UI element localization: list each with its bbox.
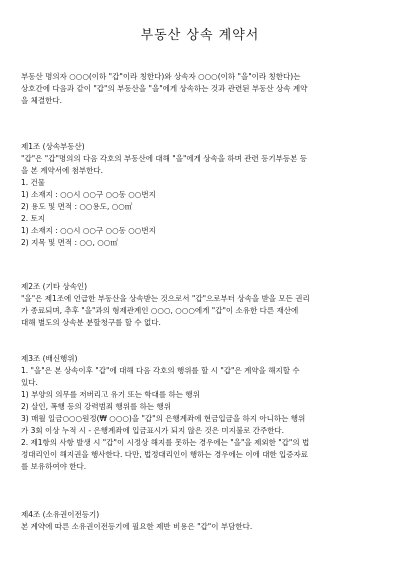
- article-3-line: 정대리인이 해지권을 행사한다. 다만, 법정대리인이 행하는 경우에는 이에 대한 입증자료: [21, 450, 309, 459]
- article-1-line: 2) 용도 및 면적 : ○○용도, ○○㎡: [21, 202, 133, 211]
- article-4-heading: 제4조 (소유권이전등기): [21, 510, 100, 519]
- article-1-line: 을 본 계약서에 첨부한다.: [21, 166, 103, 175]
- article-3-line: 3) 매월 일금○○○원정(₩ ○○○)을 "갑"의 은행계좌에 현금입금을 하지 아니하는 행위: [21, 414, 306, 423]
- article-1-line: 1. 건물: [21, 178, 46, 187]
- article-4-line: 본 계약에 따른 소유권이전등기에 필요한 제반 비용은 "갑"이 부담한다.: [21, 522, 253, 531]
- article-2-line: 대해 별도의 상속분 분할청구를 할 수 없다.: [21, 318, 161, 327]
- article-1-line: 2. 토지: [21, 214, 46, 223]
- article-1-heading: 제1조 (상속부동산): [21, 142, 85, 151]
- article-3-line: 를 보유하여야 한다.: [21, 462, 87, 471]
- intro-line: 을 체결한다.: [21, 96, 62, 105]
- article-3-line: 가 3회 이상 누적 시 - 은행계좌에 입금표시가 되지 않은 것은 미지불로 간주한다.: [21, 426, 285, 435]
- article-1-line: 2) 지목 및 면적 : ○○, ○○㎡: [21, 238, 118, 247]
- article-1-line: 1) 소재지 : ○○시 ○○구 ○○동 ○○번지: [21, 226, 156, 235]
- article-3-line: 1) 부양의 의무를 저버리고 유기 또는 학대를 하는 행위: [21, 390, 200, 399]
- article-3-line: 2) 살인, 폭행 등의 강력범죄 행위를 하는 행위: [21, 402, 171, 411]
- article-1-line: "갑"은 "갑"명의의 다음 각호의 부동산에 대해 "을"에게 상속을 하며 관련 등기부등본 등: [21, 154, 308, 163]
- intro-line: 상호간에 다음과 같이 "갑"의 부동산을 "을"에게 상속하는 것과 관련된 부동산 상속 계약: [21, 84, 308, 93]
- document-title: 부동산 상속 계약서: [140, 28, 260, 43]
- article-1-line: 1) 소재지 : ○○시 ○○구 ○○동 ○○번지: [21, 190, 156, 199]
- article-3-line: 2. 제1항의 사항 발생 시 "갑"이 시정상 해지를 못하는 경우에는 "을"을 제외한 "갑"의 법: [21, 438, 310, 447]
- article-2-heading: 제2조 (기타 상속인): [21, 282, 88, 291]
- article-2-line: "을"은 제1조에 언급한 부동산을 상속받는 것으로서 "갑"으로부터 상속을 받을 모든 권리: [21, 294, 310, 303]
- article-3-heading: 제3조 (배신행위): [21, 354, 78, 363]
- article-3-line: 1. "을"은 본 상속이후 "갑"에 대해 다음 각호의 행위를 할 시 "갑"은 계약을 해지할 수: [21, 366, 300, 375]
- article-3-line: 있다.: [21, 378, 38, 387]
- article-2-line: 가 종료되며, 추후 "을"과의 형제관계인 ○○○, ○○○에게 "갑"이 소유한 다른 재산에: [21, 306, 299, 315]
- intro-line: 부동산 명의자 ○○○(이하 "갑"이라 칭한다)와 상속자 ○○○(이하 "을"이라 칭한다)는: [21, 72, 301, 81]
